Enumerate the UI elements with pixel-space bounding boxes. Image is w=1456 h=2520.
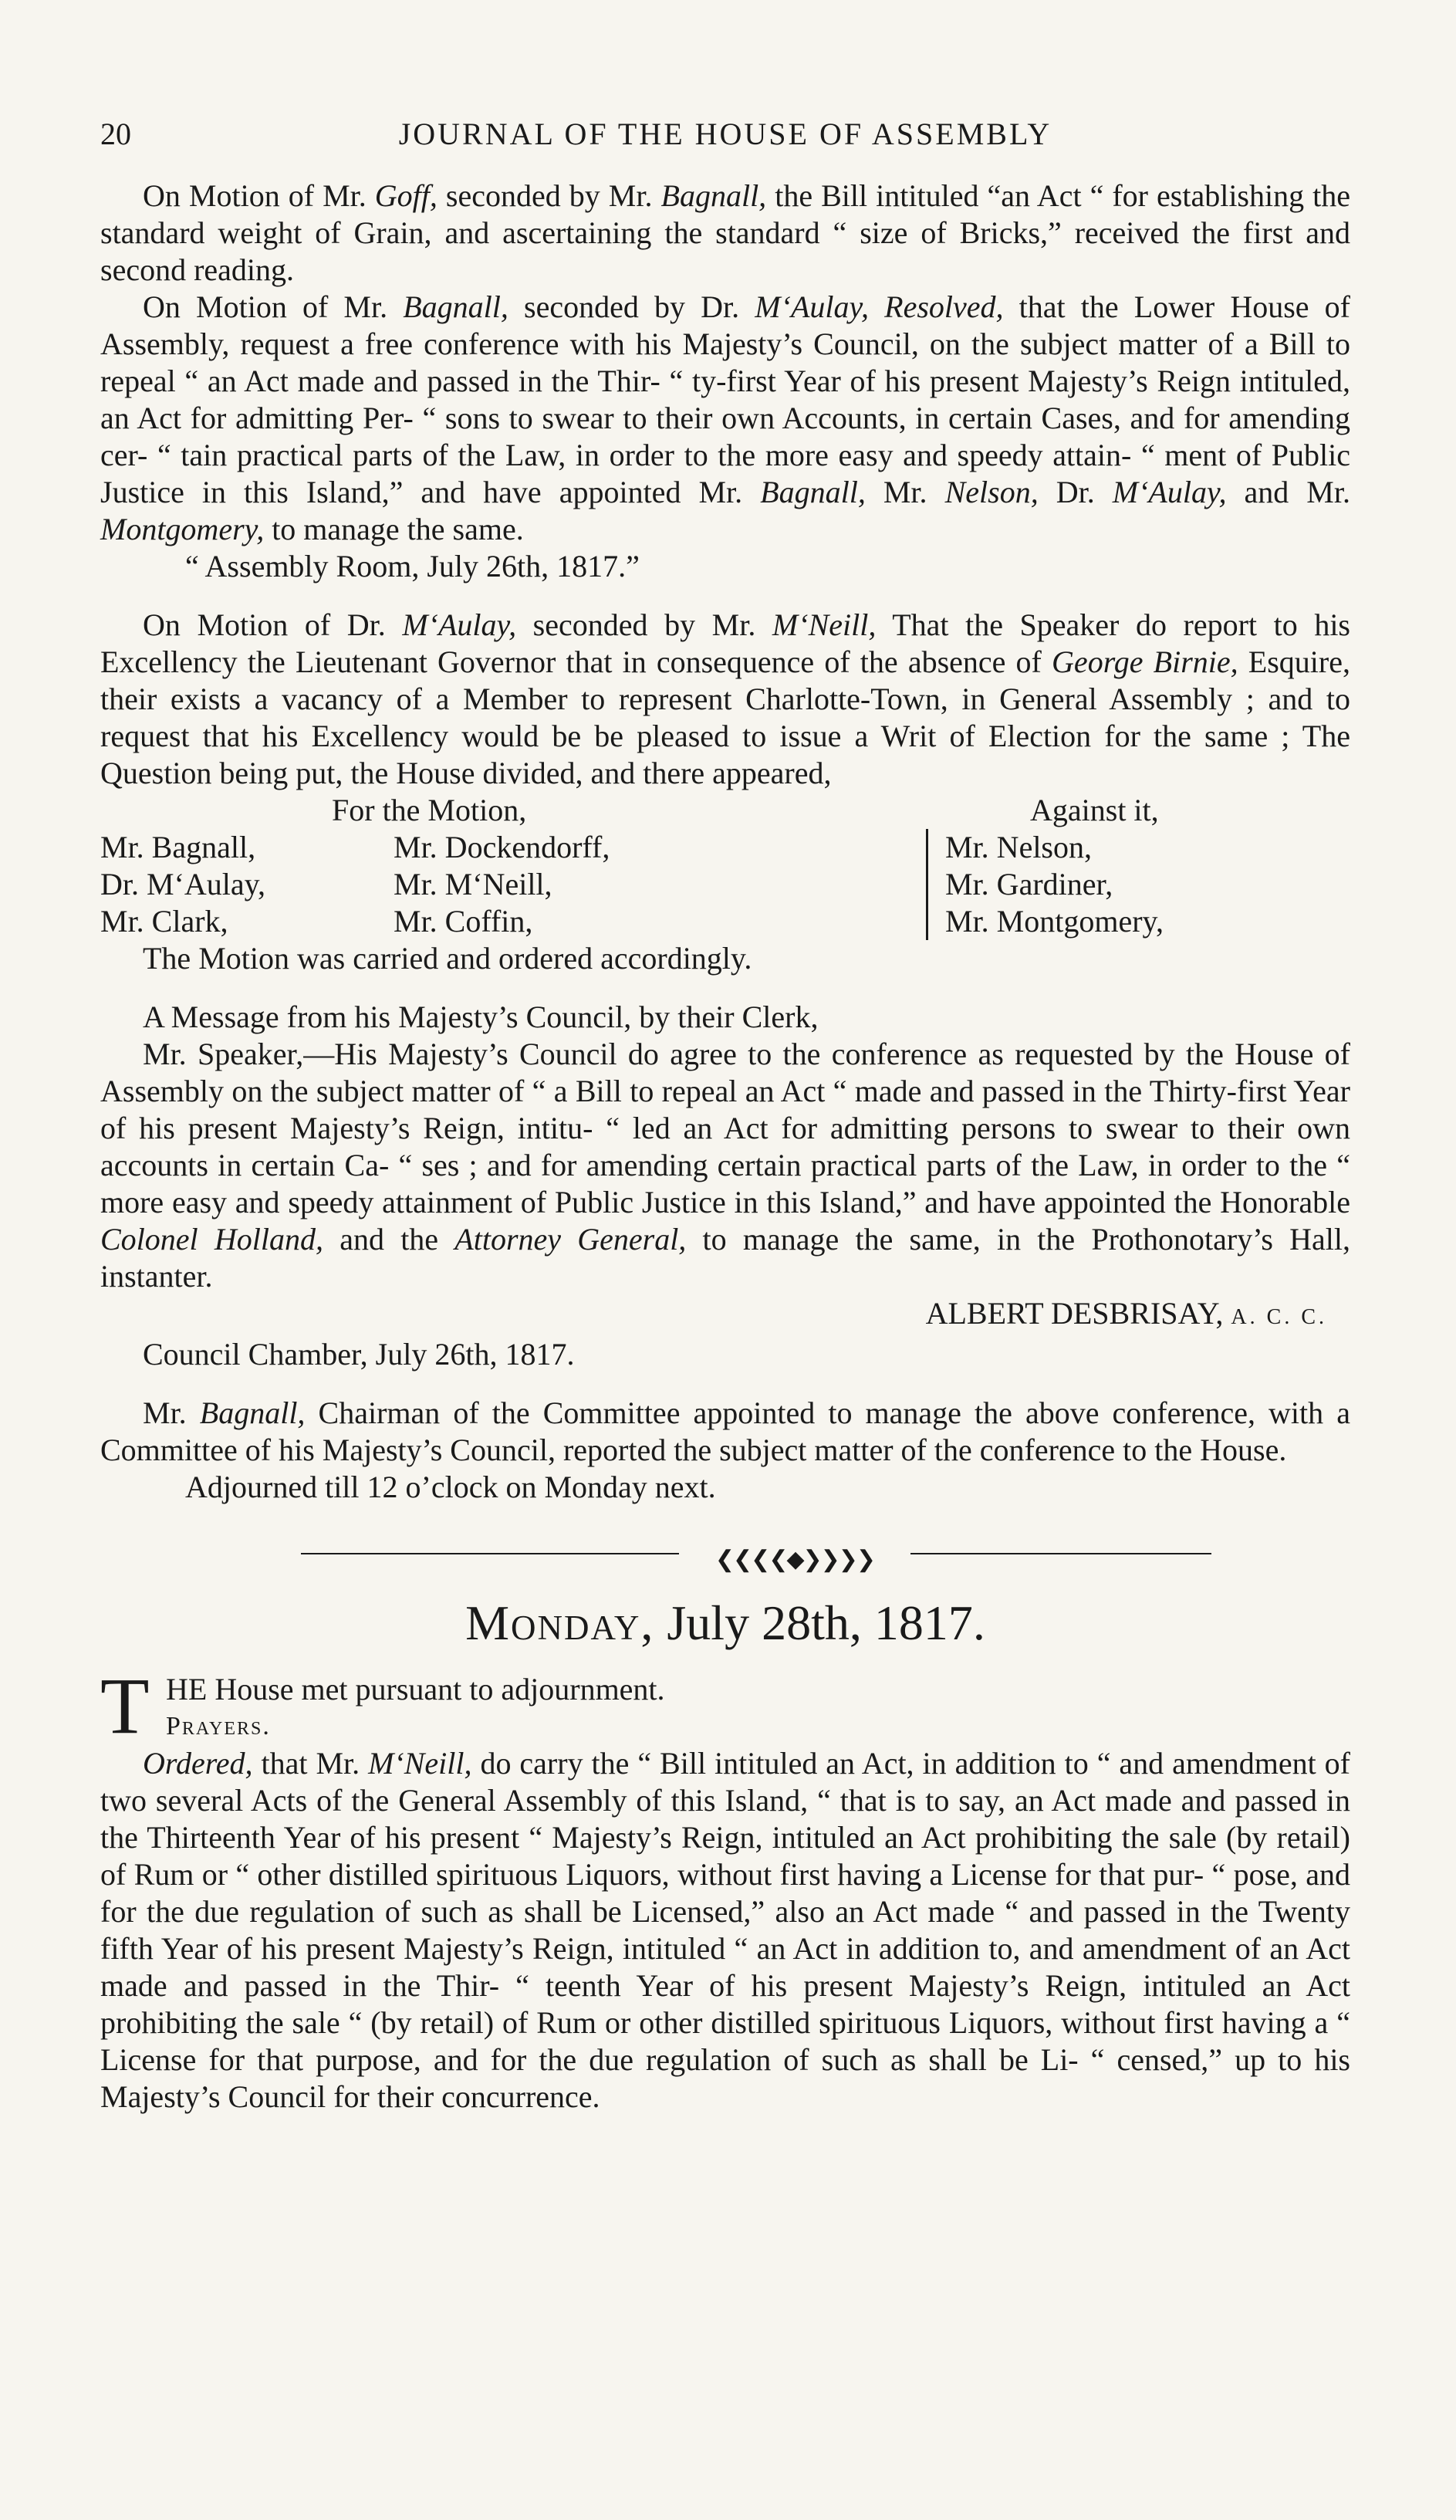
text: seconded by Mr. [516,607,772,642]
name: M‘Aulay, [755,289,870,324]
opening-block [100,1662,1350,1750]
member-name: Mr. Clark, [100,904,228,939]
ornamental-divider [100,1538,1350,1572]
text: On Motion of Dr. [143,607,403,642]
text: seconded by Dr. [508,289,755,324]
divider-line-left [301,1553,679,1554]
council-message [100,1036,1350,1295]
name: M‘Neill, [772,607,877,642]
member-name: Mr. Montgomery, [945,904,1164,939]
page-body [100,178,1350,2116]
text: Mr. [143,1395,200,1430]
assembly-room-date: “ Assembly Room, July 26th, 1817.” [185,549,640,583]
name: George Birnie, [1052,644,1238,679]
signature-title: A. C. C. [1231,1305,1327,1329]
member-name: Dr. M‘Aulay, [100,867,266,901]
name: Attorney General, [454,1222,687,1257]
text: and Mr. [1226,475,1350,509]
text: that the Lower House of Assembly, request a free conference with his Majesty’s Council, on the subject matter of a Bill to repeal “ an Act made and passed in the Thir- “ ty-first Year of his present Majesty’s Reign intituled, an Act for admitting Per- “ sons to swear to their own Accounts, in certain Cases, and for amending cer- “ tain practical parts of the Law, in order to the more easy and speedy attain- “ ment of Public Justice in this Island,” and have appointed Mr. [100,289,1351,509]
against-column [926,829,1164,940]
drop-cap: T [100,1662,150,1750]
member-name: Mr. Dockendorff, [394,830,610,864]
text: On Motion of Mr. [143,178,375,213]
name: Bagnall, [403,289,508,324]
paragraph-conference-report [100,1395,1350,1469]
day-date: July 28th, 1817. [654,1595,985,1650]
text: the Bill intituled “an Act “ for establishing the standard weight of Grain, and ascertaining the standard “ size of Bricks,” received the first and second reading. [100,178,1351,287]
name: M‘Aulay, [1112,475,1227,509]
text: Esquire, their exists a vacancy of a Member to represent Charlotte-Town, in General Assembly ; and to request that his Excellency would be be pleased to issue a Writ of Election for the same ; The Question being put, the House divided, and there appeared, [100,644,1350,790]
text: Dr. [1038,475,1113,509]
text: Mr. [865,475,945,509]
day-heading [100,1592,1350,1654]
text: to manage the same, in the Prothonotary’s Hall, instanter. [100,1222,1350,1294]
division-result: The Motion was carried and ordered accordingly. [143,941,752,976]
day-name: Monday, [465,1595,655,1650]
running-head: JOURNAL OF THE HOUSE OF ASSEMBLY [398,117,1052,151]
page-number: 20 [100,117,131,151]
clerk-signature [100,1295,1350,1336]
message-intro: A Message from his Majesty’s Council, by their Clerk, [143,1000,819,1034]
name: Bagnall, [660,178,767,213]
paragraph-vacancy-motion [100,607,1350,792]
paragraph-ordered [100,1745,1350,2116]
name: Bagnall, [199,1395,306,1430]
text: Chairman of the Committee appointed to manage the above conference, with a Committee of his Majesty’s Council, reported the subject matter of the conference to the House. [100,1395,1350,1467]
paragraph-grain-bill [100,178,1350,289]
text: that Mr. [252,1746,369,1781]
text [869,289,884,324]
name: Montgomery, [100,512,265,546]
member-name: Mr. Nelson, [945,830,1092,864]
member-name: Mr. Bagnall, [100,830,256,864]
against-label: Against it, [1030,793,1159,827]
name: M‘Neill, [368,1746,472,1781]
member-name: Mr. Coffin, [394,904,533,939]
house-met: HE House met pursuant to adjournment. [166,1672,665,1706]
text: and the [323,1222,455,1257]
council-chamber-date: Council Chamber, July 26th, 1817. [143,1337,575,1372]
name: Resolved, [884,289,1004,324]
divider-ornament-icon: ❮❮❮❮◆❯❯❯❯ [714,1547,875,1572]
for-column-1 [100,829,394,940]
text: do carry the “ Bill intituled an Act, in addition to “ and amendment of two several Acts of the General Assembly of this Island, “ that is to say, an Act made and passed in the Thirteenth Year of his present “ Majesty’s Reign, intituled an Act prohibiting the sale (by retail) of Rum or “ other distilled spirituous Liquors, without first having a License for that pur- “ pose, and for the due regulation of such as shall be Licensed,” also an Act made “ and passed in the Twenty fifth Year of his present Majesty’s Reign, intituled “ an Act in addition to, and amendment of an Act made and passed in the Thir- “ teenth Year of his present Majesty’s Reign, intituled an Act prohibiting the sale “ (by retail) of Rum or other distilled spirituous Liquors, without first having a “ License for that purpose, and for the due regulation of such as shall be Li- “ censed,” up to his Majesty’s Council for their concurrence. [100,1746,1350,2114]
member-name: Mr. Gardiner, [945,867,1113,901]
ordered-label: Ordered, [143,1746,253,1781]
name: Nelson, [944,475,1039,509]
text: Mr. Speaker,—His Majesty’s Council do agree to the conference as requested by the House of Assembly on the subject matter of “ a Bill to repeal an Act “ made and passed in the Thirty-first Year of his present Majesty’s Reign, intitu- “ led an Act for admitting persons to swear to their own accounts in certain Ca- “ ses ; and for amending certain practical parts of the Law, in order to the “ more easy and speedy attainment of Public Justice in this Island,” and have appointed the Honorable [100,1037,1350,1219]
name: Bagnall, [760,475,866,509]
for-column-2 [394,829,926,940]
paragraph-free-conference [100,289,1350,548]
member-name: Mr. M‘Neill, [394,867,552,901]
division-headers [100,792,1350,829]
text: That the Speaker do report to his Excellency the Lieutenant Governor that in consequence of the absence of [100,607,1351,679]
page-header [100,116,1350,178]
divider-line-right [910,1553,1211,1554]
text: On Motion of Mr. [143,289,404,324]
signature-name: ALBERT DESBRISAY, [925,1296,1224,1331]
text: to manage the same. [264,512,524,546]
name: Goff, [374,178,437,213]
division-list [100,829,1350,940]
adjournment: Adjourned till 12 o’clock on Monday next. [185,1470,716,1504]
prayers: Prayers. [166,1712,271,1740]
name: Colonel Holland, [100,1222,323,1257]
name: M‘Aulay, [402,607,517,642]
text: seconded by Mr. [437,178,661,213]
for-motion-label: For the Motion, [332,793,527,827]
